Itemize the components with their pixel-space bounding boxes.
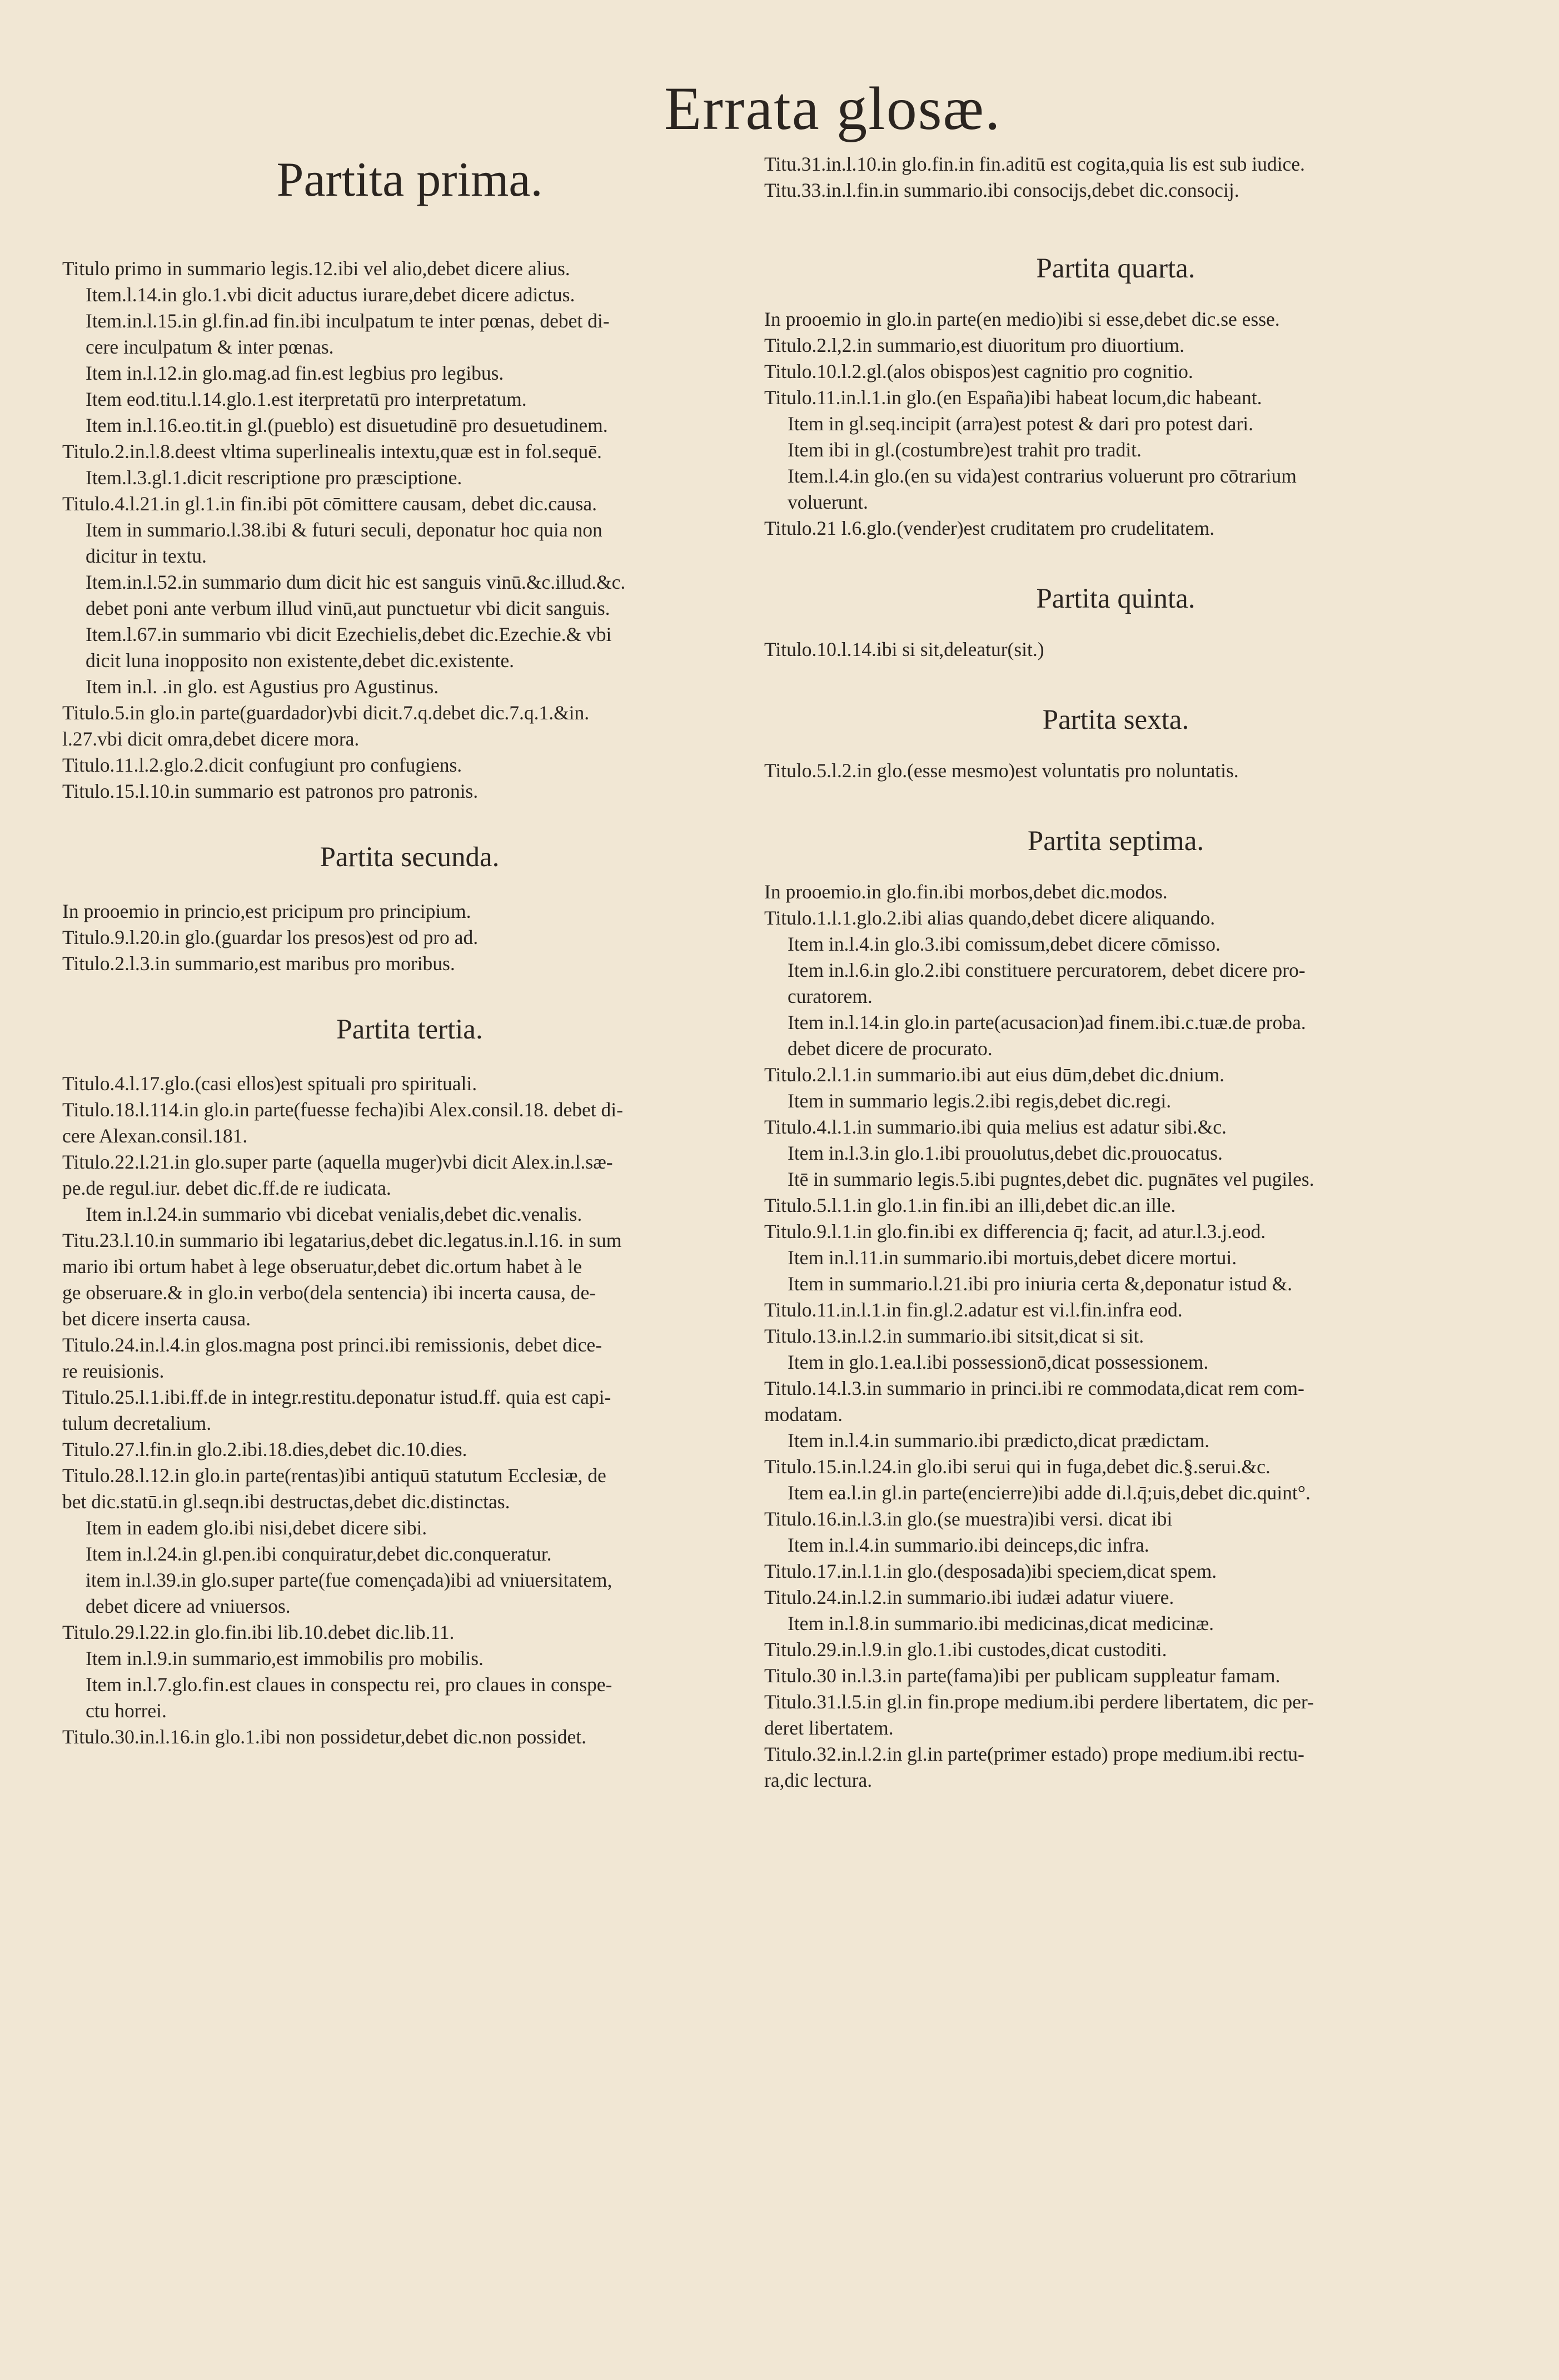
errata-entry-line: In prooemio in glo.in parte(en medio)ibi si esse,debet dic.se esse. [764,308,1280,330]
errata-entry-line: Item in.l.12.in glo.mag.ad fin.est legbius pro legibus. [86,362,504,384]
errata-entry-line: Titulo.4.l.1.in summario.ibi quia melius est adatur sibi.&c. [764,1116,1227,1138]
errata-entry-line: Titulo.30.in.l.16.in glo.1.ibi non possidetur,debet dic.non possidet. [62,1726,586,1748]
errata-entry-line: Item ea.l.in gl.in parte(encierre)ibi adde di.l.q̄;uis,debet dic.quint°. [788,1482,1311,1504]
errata-entry-line: Titulo.31.l.5.in gl.in fin.prope medium.ibi perdere libertatem, dic per- [764,1691,1314,1713]
errata-entry-line: Item in.l.4.in glo.3.ibi comissum,debet dicere cōmisso. [788,933,1221,955]
errata-entry-line: Titulo.24.in.l.4.in glos.magna post princi.ibi remissionis, debet dice- [62,1334,602,1356]
errata-entry-line: In prooemio in princio,est pricipum pro principium. [62,900,471,922]
errata-entry-line: Item in.l.3.in glo.1.ibi prouolutus,debet dic.prouocatus. [788,1142,1223,1164]
errata-entry-line: l.27.vbi dicit omra,debet dicere mora. [62,728,360,750]
errata-entry-line: Titulo.2.in.l.8.deest vltima superlinealis intextu,quæ est in fol.sequē. [62,440,602,463]
left-column [62,150,757,1750]
errata-entry-line: dicit luna inopposito non existente,debet dic.existente. [86,649,514,672]
errata-entry-line: Item.in.l.15.in gl.fin.ad fin.ibi inculpatum te inter pœnas, debet di- [86,310,610,332]
section-heading: Partita sexta. [1042,704,1189,736]
errata-entry-line: Titulo.16.in.l.3.in glo.(se muestra)ibi versi. dicat ibi [764,1508,1173,1530]
errata-entry-line: Titulo.15.l.10.in summario est patronos pro patronis. [62,780,479,802]
errata-entry-line: Titulo.5.l.2.in glo.(esse mesmo)est voluntatis pro noluntatis. [764,759,1239,782]
errata-entry-line: Titulo.13.in.l.2.in summario.ibi sitsit,dicat si sit. [764,1325,1144,1347]
errata-entry-line: tulum decretalium. [62,1412,212,1434]
errata-entry-line: Titulo.10.l.14.ibi si sit,deleatur(sit.) [764,638,1044,660]
errata-entry-line: curatorem. [788,985,873,1007]
errata-entry-line: Titulo.2.l,2.in summario,est diuoritum pro diuortium. [764,334,1185,356]
section-heading: Partita quarta. [1036,253,1196,284]
errata-entry-line: cere Alexan.consil.181. [62,1125,248,1147]
errata-entry-line: Titulo.32.in.l.2.in gl.in parte(primer estado) prope medium.ibi rectu- [764,1743,1304,1765]
errata-entry-line: Item.l.3.gl.1.dicit rescriptione pro præsciptione. [86,466,462,489]
errata-entry-line: Titulo.5.l.1.in glo.1.in fin.ibi an illi,debet dic.an ille. [764,1194,1176,1216]
errata-entry-line: Item in.l.4.in summario.ibi prædicto,dicat prædictam. [788,1429,1210,1452]
errata-entry-line: Item in.l.4.in summario.ibi deinceps,dic infra. [788,1534,1149,1556]
errata-entry-line: Item in gl.seq.incipit (arra)est potest & dari pro potest dari. [788,413,1253,435]
errata-entry-line: Item ibi in gl.(costumbre)est trahit pro tradit. [788,439,1142,461]
errata-entry-line: Item eod.titu.l.14.glo.1.est iterpretatū pro interpretatum. [86,388,527,410]
errata-entry-line: cere inculpatum & inter pœnas. [86,336,334,358]
errata-entry-line: Titulo.27.l.fin.in glo.2.ibi.18.dies,debet dic.10.dies. [62,1438,467,1460]
errata-entry-line: Titulo.30 in.l.3.in parte(fama)ibi per publicam suppleatur famam. [764,1664,1281,1687]
errata-entry-line: bet dicere inserta causa. [62,1308,251,1330]
errata-entry-line: Item in.l.14.in glo.in parte(acusacion)ad finem.ibi.c.tuæ.de proba. [788,1011,1306,1034]
errata-entry-line: ctu horrei. [86,1700,167,1722]
errata-entry-line: deret libertatem. [764,1717,894,1739]
errata-entry-line: Titulo.29.l.22.in glo.fin.ibi lib.10.debet dic.lib.11. [62,1621,455,1643]
section-heading: Partita prima. [276,153,543,207]
errata-entry-line: Titulo.10.l.2.gl.(alos obispos)est cagnitio pro cognitio. [764,360,1193,382]
errata-entry-line: Titu.23.l.10.in summario ibi legatarius,debet dic.legatus.in.l.16. in sum [62,1229,622,1251]
errata-entry-line: dicitur in textu. [86,545,207,567]
errata-entry-line: Item.in.l.52.in summario dum dicit hic est sanguis vinū.&c.illud.&c. [86,571,626,593]
errata-entry-line: Item.l.4.in glo.(en su vida)est contrarius voluerunt pro cōtrarium [788,465,1297,487]
errata-entry-line: Titulo.29.in.l.9.in glo.1.ibi custodes,dicat custoditi. [764,1638,1167,1661]
errata-entry-line: modatam. [764,1403,843,1425]
section-heading: Partita tertia. [336,1014,483,1045]
errata-entry-line: Titulo.21 l.6.glo.(vender)est cruditatem pro crudelitatem. [764,517,1215,539]
errata-entry-line: In prooemio.in glo.fin.ibi morbos,debet dic.modos. [764,881,1168,903]
errata-entry-line: Item.l.14.in glo.1.vbi dicit aductus iurare,debet dicere adictus. [86,284,575,306]
errata-entry-line: re reuisionis. [62,1360,165,1382]
errata-entry-line: Titulo.2.l.3.in summario,est maribus pro moribus. [62,952,455,975]
errata-entry-line: Item in.l.24.in gl.pen.ibi conquiratur,debet dic.conqueratur. [86,1543,552,1565]
errata-entry-line: Item in summario legis.2.ibi regis,debet dic.regi. [788,1090,1172,1112]
errata-entry-line: Titulo.11.l.2.glo.2.dicit confugiunt pro confugiens. [62,754,462,776]
errata-entry-line: mario ibi ortum habet à lege obseruatur,debet dic.ortum habet à le [62,1255,582,1278]
errata-entry-line: Titulo.22.l.21.in glo.super parte (aquella muger)vbi dicit Alex.in.l.sæ- [62,1151,613,1173]
errata-entry-line: ge obseruare.& in glo.in verbo(dela sentencia) ibi incerta causa, de- [62,1281,596,1304]
section-heading: Partita secunda. [320,842,500,873]
errata-entry-line: Item in.l.24.in summario vbi dicebat venialis,debet dic.venalis. [86,1203,582,1225]
errata-entry-line: Titulo.11.in.l.1.in glo.(en España)ibi habeat locum,dic habeant. [764,386,1262,409]
errata-entry-line: Item in summario.l.21.ibi pro iniuria certa &,deponatur istud &. [788,1273,1293,1295]
right-column [764,151,1467,1793]
errata-entry-line: ra,dic lectura. [764,1769,873,1791]
errata-entry-line: Titulo.11.in.l.1.in fin.gl.2.adatur est vi.l.fin.infra eod. [764,1299,1183,1321]
errata-entry-line: debet dicere ad vniuersos. [86,1595,291,1617]
errata-entry-line: Titulo.9.l.20.in glo.(guardar los presos)est od pro ad. [62,926,479,948]
errata-entry-line: Item in.l.9.in summario,est immobilis pro mobilis. [86,1647,484,1670]
errata-entry-line: Titulo.15.in.l.24.in glo.ibi serui qui in fuga,debet dic.§.serui.&c. [764,1455,1271,1478]
errata-entry-line: voluerunt. [788,491,868,513]
errata-entry-line: Titu.33.in.l.fin.in summario.ibi consocijs,debet dic.consocij. [764,179,1239,201]
errata-entry-line: Item in.l.6.in glo.2.ibi constituere percuratorem, debet dicere pro- [788,959,1306,981]
errata-entry-line: Item in.l.11.in summario.ibi mortuis,debet dicere mortui. [788,1246,1237,1269]
errata-entry-line: Item in.l.16.eo.tit.in gl.(pueblo) est disuetudinē pro desuetudinem. [86,414,608,436]
errata-entry-line: Item in glo.1.ea.l.ibi possessionō,dicat possessionem. [788,1351,1209,1373]
errata-entry-line: Item in.l. .in glo. est Agustius pro Agustinus. [86,675,439,698]
errata-entry-line: Item in summario.l.38.ibi & futuri seculi, deponatur hoc quia non [86,519,602,541]
errata-entry-line: Titulo.2.l.1.in summario.ibi aut eius dūm,debet dic.dnium. [764,1064,1224,1086]
page-title: Errata glosæ. [664,74,1002,142]
errata-entry-line: Titulo.24.in.l.2.in summario.ibi iudæi adatur viuere. [764,1586,1174,1608]
errata-entry-line: Titulo.17.in.l.1.in glo.(desposada)ibi speciem,dicat spem. [764,1560,1217,1582]
errata-entry-line: Item in.l.7.glo.fin.est claues in conspectu rei, pro claues in conspe- [86,1673,612,1696]
errata-entry-line: Titulo.28.l.12.in glo.in parte(rentas)ibi antiquū statutum Ecclesiæ, de [62,1464,606,1487]
errata-entry-line: debet dicere de procurato. [788,1037,993,1060]
errata-entry-line: Titu.31.in.l.10.in glo.fin.in fin.aditū est cogita,quia lis est sub iudice. [764,153,1305,175]
errata-entry-line: Titulo.18.l.114.in glo.in parte(fuesse fecha)ibi Alex.consil.18. debet di- [62,1099,623,1121]
errata-entry-line: Item in eadem glo.ibi nisi,debet dicere sibi. [86,1517,427,1539]
errata-entry-line: Item in.l.8.in summario.ibi medicinas,dicat medicinæ. [788,1612,1214,1634]
errata-entry-line: Titulo.4.l.21.in gl.1.in fin.ibi pōt cōmittere causam, debet dic.causa. [62,493,597,515]
errata-entry-line: bet dic.statū.in gl.seqn.ibi destructas,debet dic.distinctas. [62,1490,510,1513]
section-heading: Partita quinta. [1036,583,1196,614]
errata-entry-line: Titulo.4.l.17.glo.(casi ellos)est spituali pro spirituali. [62,1072,477,1095]
errata-entry-line: Titulo primo in summario legis.12.ibi vel alio,debet dicere alius. [62,257,570,280]
errata-entry-line: Titulo.9.l.1.in glo.fin.ibi ex differencia q̄; facit, ad atur.l.3.j.eod. [764,1220,1266,1243]
section-heading: Partita septima. [1027,826,1204,857]
errata-entry-line: item in.l.39.in glo.super parte(fue començada)ibi ad vniuersitatem, [86,1569,612,1591]
errata-entry-line: Titulo.25.l.1.ibi.ff.de in integr.restitu.deponatur istud.ff. quia est capi- [62,1386,611,1408]
errata-entry-line: Titulo.14.l.3.in summario in princi.ibi re commodata,dicat rem com- [764,1377,1304,1399]
errata-entry-line: Titulo.5.in glo.in parte(guardador)vbi dicit.7.q.debet dic.7.q.1.&in. [62,702,590,724]
errata-entry-line: debet poni ante verbum illud vinū,aut punctuetur vbi dicit sanguis. [86,597,610,619]
errata-entry-line: Item.l.67.in summario vbi dicit Ezechielis,debet dic.Ezechie.& vbi [86,623,612,645]
errata-entry-line: pe.de regul.iur. debet dic.ff.de re iudicata. [62,1177,391,1199]
errata-entry-line: Titulo.1.l.1.glo.2.ibi alias quando,debet dicere aliquando. [764,907,1216,929]
errata-entry-line: Itē in summario legis.5.ibi pugntes,debet dic. pugnātes vel pugiles. [788,1168,1314,1190]
